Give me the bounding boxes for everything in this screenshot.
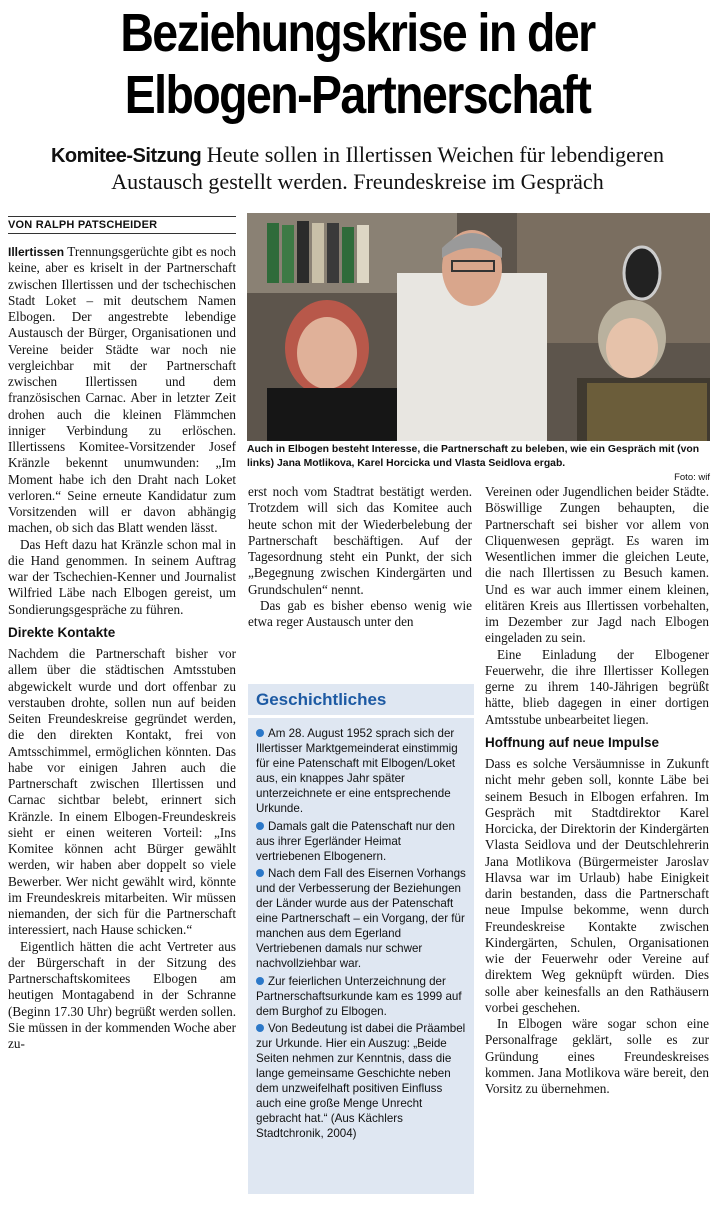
paragraph-text: Trennungsgerüchte gibt es noch keine, aber es kriselt in der Partnerschaft zwischen Illertissen und der tschechischen Stadt Loket – mit deutschem Namen Elbogen. Der angestrebte lebendige Austausch der Bürger, Organisationen und Vereine beider Städte war noch nie vergleichbar mit der Partnerschaft zwischen Illertissen und dem französischen Carnac. Aber in letzter Zeit drohen auch die kleinen Flämmchen inniger Verbindung zu erlöschen. Illertissens Komitee-Vorsitzender Josef Kränzle bekennt unumwunden: „Im Moment habe ich den Draht nach Loket verloren.“ Seine erneute Kandidatur zum Vorsitzenden will er davon abhängig machen, ob sich das Blatt wenden lässt. xyxy=(8,244,237,536)
body-paragraph: Eigentlich hätten die acht Vertreter aus der Bürgerschaft in der Sitzung des Partnerschaftskomitees Elbogen am heutigen Montagabend in der Schranne (Beginn 17.30 Uhr) begrüßt werden sollen. Sie müssen in der kommenden Woche aber zu- xyxy=(8,938,236,1051)
list-item-text: Zur feierlichen Unterzeichnung der Partnerschaftsurkunde kam es 1999 auf dem Burghof zu Elbogen. xyxy=(256,974,462,1018)
subheadline xyxy=(0,142,715,195)
list-item-text: Damals galt die Patenschaft nur den aus ihrer Egerländer Heimat vertriebenen Elbogenern. xyxy=(256,819,455,863)
list-item-text: Von Bedeutung ist dabei die Präambel zur Urkunde. Hier ein Auszug: „Beide Seiten nehmen zur Kenntnis, dass die lange gemeinsame Geschichte neben dem unzweifelhaft positiven Einfluss auch eine große Menge Unrecht gebracht hat.“ (Aus Kächlers Stadtchronik, 2004) xyxy=(256,1021,466,1141)
list-item xyxy=(256,819,466,864)
section-heading: Hoffnung auf neue Impulse xyxy=(485,734,659,750)
headline-line-2: Elbogen-Partnerschaft xyxy=(124,65,591,125)
info-box-list xyxy=(248,718,474,1142)
bullet-icon xyxy=(256,729,264,737)
bullet-icon xyxy=(256,822,264,830)
photo-illustration xyxy=(247,213,710,441)
body-paragraph: Eine Einladung der Elbogener Feuerwehr, die ihre Illertisser Kollegen gerne zu ihrem 140-Jährigen begrüßt hätte, blieb dagegen in einer dortigen Amtsstube unbearbeitet liegen. xyxy=(485,646,709,727)
list-item-text: Nach dem Fall des Eisernen Vorhangs und der Verbesserung der Beziehungen der Länder wurde aus der Patenschaft eine Partnerschaft – ein Vorgang, der für manchen aus dem Egerland Vertriebenen damals nur schwer nachvollziehbar war. xyxy=(256,866,466,971)
body-paragraph: Dass es solche Versäumnisse in Zukunft nicht mehr geben soll, konnte Läbe bei seinem Besuch in Elbogen erfahren. Im Gespräch mit Stadtdirektor Karel Horcicka, der Direktorin der Kindergärten Vlasta Seidlova und der Deutschlehrerin Jana Motlikova (Bürgermeister Jaroslav Hlavsa war im Urlaub) habe Einigkeit darin bestanden, dass die Partnerschaft neue Impulse bekomme, wenn durch Freundeskreise Kontakte zwischen Kindergärten, Schulen, Organisationen wie der Feuerwehr oder Vereine auf direktem Weg geknüpft würden. Dies solle aber keinesfalls an den Rathäusern vorbei geschehen. xyxy=(485,756,709,1015)
list-item xyxy=(256,974,466,1019)
photo-credit: Foto: wif xyxy=(674,472,710,483)
kicker: Komitee-Sitzung xyxy=(50,145,202,167)
headline-line-1: Beziehungskrise in der xyxy=(120,3,595,63)
list-item xyxy=(256,866,466,972)
article-column-2 xyxy=(248,484,472,630)
subhead-line-1: Heute sollen in Illertissen Weichen für lebendigeren xyxy=(206,142,664,167)
info-box xyxy=(248,684,474,1194)
byline: VON RALPH PATSCHEIDER xyxy=(8,216,236,234)
list-item xyxy=(256,726,466,817)
body-paragraph: Vereinen oder Jugendlichen beider Städte. Böswillige Zungen behaupten, die Partnerschaft sei bisher vor allem von Cliquenwesen geprägt. Es waren im Wesentlichen immer die gleichen Leute, die nach Illertissen zu Besuch kamen. Und es war auch immer einem kleinen, elitären Kreis aus Illertissen vorbehalten, im Dezember zur Jagd nach Elbogen eingeladen zu sein. xyxy=(485,484,709,646)
caption-text: Auch in Elbogen besteht Interesse, die Partnerschaft zu beleben, wie ein Gespräch mit (von links) Jana Motlikova, Karel Horcicka und Vlasta Seidlova ergab. xyxy=(247,444,700,469)
body-paragraph: Das Heft dazu hat Kränzle schon mal in die Hand genommen. In seinem Auftrag war der Tschechien-Kenner und Journalist Wilfried Läbe nach Elbogen gereist, um Sondierungsgespräche zu führen. xyxy=(8,536,236,617)
subhead-line-2: Austausch gestellt werden. Freundeskreise im Gespräch xyxy=(111,169,604,194)
bullet-icon xyxy=(256,1024,264,1032)
body-paragraph xyxy=(8,244,236,537)
info-box-title: Geschichtliches xyxy=(248,684,474,718)
list-item-text: Am 28. August 1952 sprach sich der Illertisser Marktgemeinderat einstimmig für eine Patenschaft mit Elbogen/Loket aus, ein knappes Jahr später unterzeichnete er eine entsprechende Urkunde. xyxy=(256,727,458,816)
list-item xyxy=(256,1021,466,1142)
body-paragraph: Nachdem die Partnerschaft bisher vor allem über die städtischen Amtsstuben abgewickelt wurde und dort offenbar zu verstauben drohte, sollen nun auf beiden Seiten Freundeskreise gegründet werden, die den direkten Kontakt, frei von Amtsschimmel, ermöglichen könnten. Das habe vor einigen Jahren auch die Partnerschaft zwischen Illertissen und Carnac sichtbar belebt, erinnert sich Kränzle. In einem Elbogen-Freundeskreis sieht er einen weiteren Vorteil: „Ins Komitee können acht Bürger gewählt werden, wir haben aber doppelt so viele Bewerber. Wer nicht gewählt wird, könnte im Freundeskreis mitarbeiten. Wir müssen niemanden, der sich für die Partnerschaft interessiert, nach Hause schicken.“ xyxy=(8,646,236,938)
body-paragraph: In Elbogen wäre sogar schon eine Personalfrage geklärt, solle es zur Gründung eines Freundeskreises kommen. Jana Motlikova wäre bereit, den Vorsitz zu übernehmen. xyxy=(485,1016,709,1096)
photo-caption xyxy=(247,443,710,485)
section-heading: Direkte Kontakte xyxy=(8,624,116,640)
bullet-icon xyxy=(256,977,264,985)
dateline: Illertissen xyxy=(8,245,65,259)
article-column-3 xyxy=(485,484,709,1097)
article-column-1 xyxy=(8,244,236,1052)
headline xyxy=(50,2,665,126)
bullet-icon xyxy=(256,869,264,877)
article-photo xyxy=(247,213,710,441)
body-paragraph: Das gab es bisher ebenso wenig wie etwa reger Austausch unter den xyxy=(248,597,472,629)
body-paragraph: erst noch vom Stadtrat bestätigt werden. Trotzdem will sich das Komitee auch heute schon mit der Wiederbelebung der Partnerschaft beschäftigen. Auf der Tagesordnung steht ein Punkt, der sich „Begegnung zwischen Kindergärten und Grundschulen“ nennt. xyxy=(248,484,472,597)
